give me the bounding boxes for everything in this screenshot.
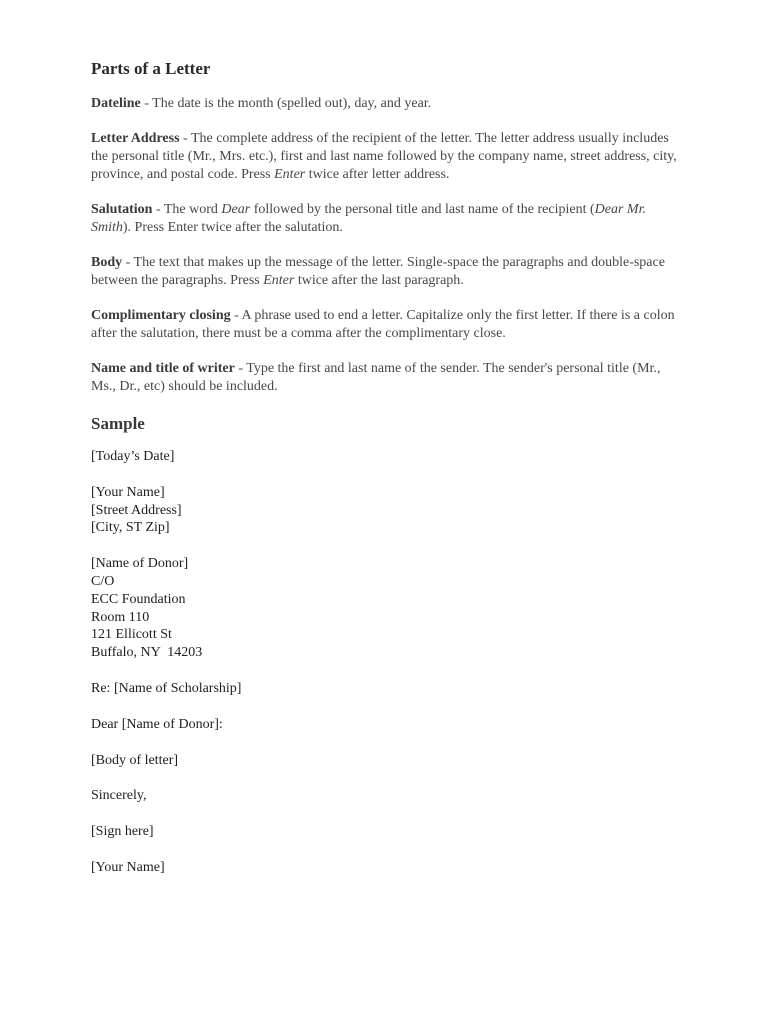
sample-line: [Name of Donor]	[91, 556, 189, 572]
sample-block	[91, 787, 681, 805]
sample-line: Room 110	[91, 609, 150, 625]
sample-line: 121 Ellicott St	[91, 627, 172, 643]
letter-part-term: Dateline	[91, 96, 141, 111]
sample-block	[91, 448, 681, 466]
letter-part-paragraph	[91, 307, 681, 343]
letter-part-paragraph	[91, 360, 681, 396]
sample-line: [Street Address]	[91, 502, 182, 518]
italic-text: Dear	[221, 202, 251, 217]
sample-line: [Your Name]	[91, 484, 165, 500]
sample-line: [City, ST Zip]	[91, 520, 170, 536]
sample-title: Sample	[91, 414, 145, 433]
sample-line: [Today’s Date]	[91, 449, 175, 464]
definition-text: followed by the personal title and last name of the recipient (	[250, 202, 595, 217]
sample-block	[91, 680, 681, 698]
definition-text: - Type the first and last name of the sender. The sender's personal title (Mr., Ms., Dr., etc) should be included.	[91, 361, 661, 394]
sample-line: C/O	[91, 573, 115, 589]
definition-text: ). Press Enter twice after the salutation.	[122, 220, 343, 235]
sample-line: [Sign here]	[91, 824, 154, 840]
sample-line: [Body of letter]	[91, 752, 179, 768]
sample-line: Buffalo, NY 14203	[91, 645, 203, 661]
sample-line: Re: [Name of Scholarship]	[91, 680, 242, 696]
sample-block	[91, 752, 681, 770]
sample-line: Sincerely,	[91, 788, 147, 804]
letter-part-term: Name and title of writer	[91, 361, 235, 376]
letter-part-paragraph	[91, 254, 681, 290]
sample-block	[91, 484, 681, 537]
definition-text: twice after the last paragraph.	[294, 273, 464, 288]
sample-line: Dear [Name of Donor]:	[91, 716, 223, 732]
letter-part-paragraph	[91, 130, 681, 184]
definition-text: - The word	[152, 202, 222, 217]
definition-text: twice after letter address.	[305, 167, 450, 182]
sample-line: ECC Foundation	[91, 591, 186, 607]
document-page	[91, 58, 681, 895]
definition-text: - The text that makes up the message of the letter. Single-space the paragraphs and double-space between the paragraphs. Press	[91, 255, 665, 288]
definition-text: - The date is the month (spelled out), day, and year.	[140, 96, 432, 111]
letter-part-paragraph	[91, 95, 681, 113]
definition-text: - A phrase used to end a letter. Capitalize only the first letter. If there is a colon after the salutation, there must be a comma after the complimentary close.	[91, 308, 675, 341]
italic-text: Enter	[274, 167, 306, 182]
sample-block	[91, 555, 681, 662]
sample-line: [Your Name]	[91, 859, 165, 875]
sample-block	[91, 823, 681, 841]
document-title: Parts of a Letter	[91, 59, 211, 78]
letter-part-term: Body	[91, 255, 123, 270]
definition-text: - The complete address of the recipient of the letter. The letter address usually includes the personal title (Mr., Mrs. etc.), first and last name followed by the company name, street address, city, province, and postal code. Press	[91, 131, 677, 182]
letter-part-term: Complimentary closing	[91, 308, 231, 323]
letter-parts-list	[91, 95, 681, 396]
letter-part-term: Salutation	[91, 202, 153, 217]
sample-block	[91, 716, 681, 734]
letter-part-paragraph	[91, 201, 681, 237]
letter-part-term: Letter Address	[91, 131, 180, 146]
sample-block	[91, 859, 681, 877]
sample-letter	[91, 448, 681, 877]
italic-text: Dear Mr. Smith	[91, 202, 646, 235]
italic-text: Enter	[263, 273, 295, 288]
